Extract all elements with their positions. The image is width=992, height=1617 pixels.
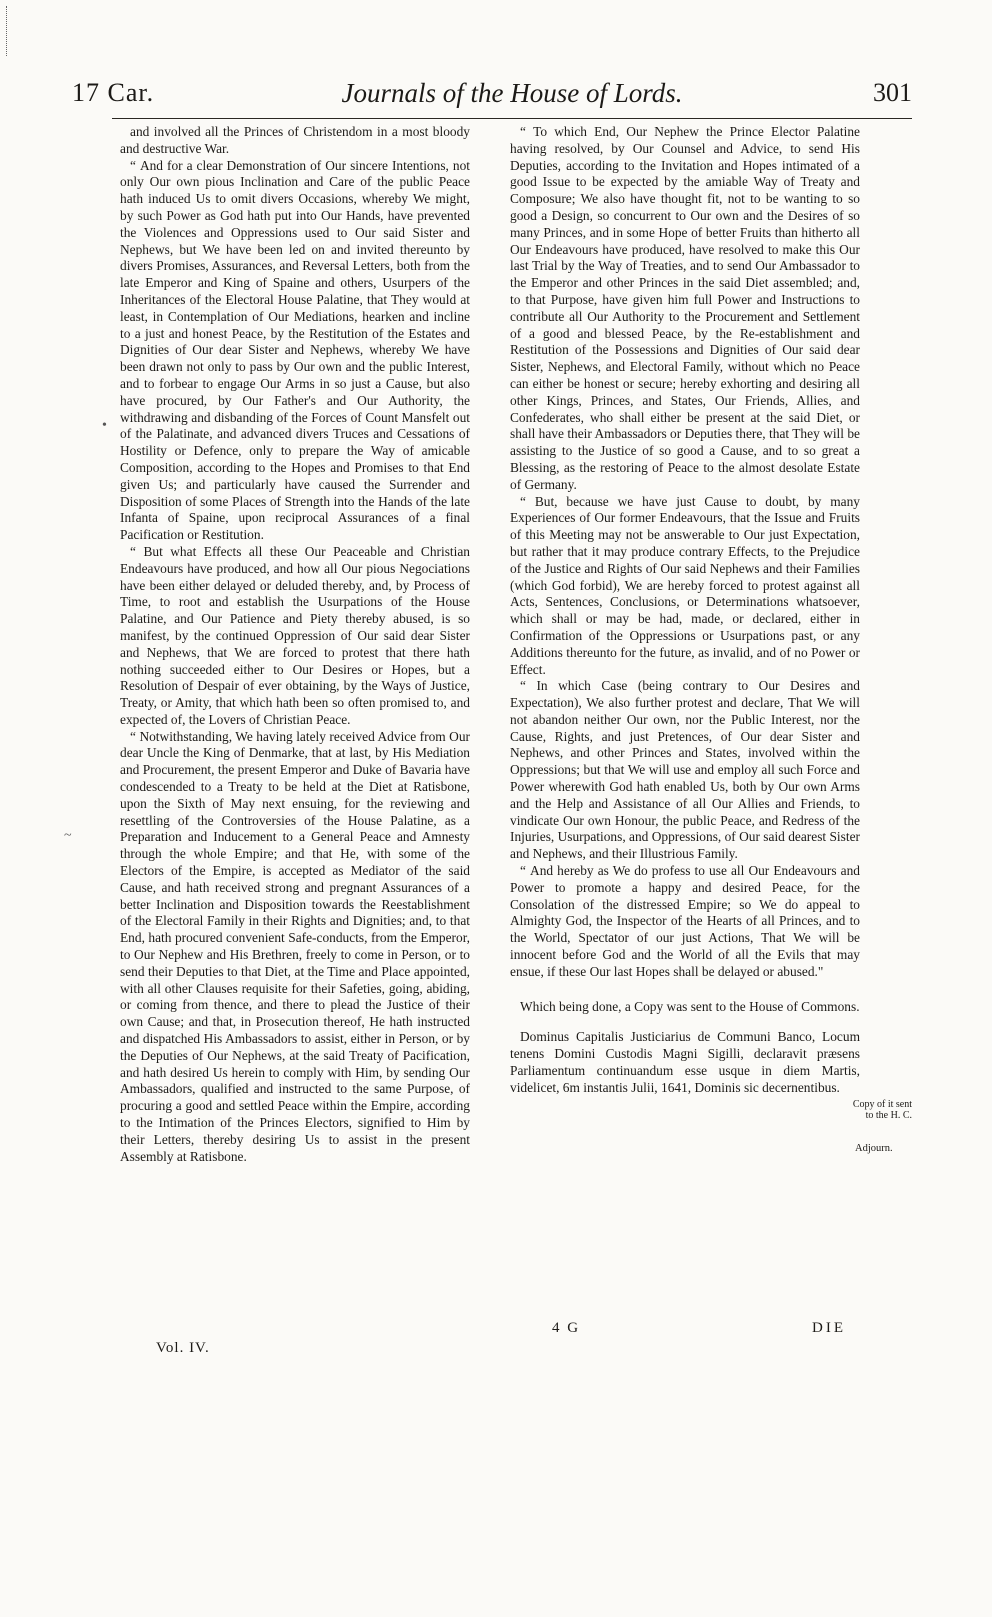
adjournment-entry: Dominus Capitalis Justiciarius de Communi Banco, Locum tenens Domini Custodis Magni Sigilli, declaravit præsens Parliamentum continuandum esse usque in diem Martis, videlicet, 6m instantis Julii, 1641, Dominis sic decernentibus. [510, 1029, 860, 1095]
margin-scribble: ~ [64, 828, 72, 843]
header-rule [112, 118, 912, 119]
left-paragraph: “ And for a clear Demonstration of Our sincere Intentions, not only Our own pious Inclination and Care of the public Peace hath induced Us to omit divers Occasions, whereby We might, by such Power as God hath put into Our Hands, have prevented the Violences and Oppressions used to Our said Sister and Nephews, but We have been led on and invited thereunto by divers Promises, Assurances, and Reversal Letters, both from the late Emperor and King of Spaine and others, Usurpers of the Inheritances of the Electoral House Palatine, that They would at least, in Contemplation of Our Mediations, hearken and incline to a just and honest Peace, by the Restitution of the Estates and Dignities of Our dear Sister and Nephews, whereby We have been drawn not only to pass by Our own and the public Interest, and to forbear to engage Our Arms in so just a Cause, but also have procured, by Our Father's and Our Authority, the withdrawing and disbanding of the Forces of Count Mansfelt out of the Palatinate, and advanced divers Truces and Cessations of Hostility or Defence, only to prepare the Way of amicable Composition, according to the Hopes and Promises to that End given Us; and particularly have caused the Surrender and Disposition of some Places of Strength into the Hands of the late Infanta of Spaine, upon reciprocal Assurances of a final Pacification or Restitution. [120, 158, 470, 544]
running-header [72, 78, 912, 118]
journal-title: Journals of the House of Lords. [341, 78, 683, 108]
page-number: 301 [873, 78, 912, 107]
volume-label: Vol. IV. [156, 1340, 210, 1356]
left-column [120, 124, 470, 1165]
right-paragraph: “ In which Case (being contrary to Our Desires and Expectation), We also further protest and declare, That We will not abandon neither Our own, nor the Public Interest, nor the Cause, Rights, and just Pretences, of Our dear Sister and Nephews, and other Princes and States, involved within the Oppressions; but that We will use and employ all such Force and Power wherewith God hath enabled Us, both by Our own Arms and the Help and Assistance of all Our Allies and Friends, to vindicate Our own Honour, the public Peace, and Redress of the Injuries, Usurpations, and Oppressions, of Our said dearest Sister and Nephews, and their Illustrious Family. [510, 678, 860, 863]
left-paragraph: “ Notwithstanding, We having lately received Advice from Our dear Uncle the King of Denmarke, that at last, by His Mediation and Procurement, the present Emperor and Duke of Bavaria have condescended to a Treaty to be held at the Diet at Ratisbone, upon the Sixth of May next ensuing, for the reviewing and resettling of the Controversies of the House Palatine, as a Preparation and Inducement to a General Peace and Amnesty through the whole Empire; and that He, with some of the Electors of the Empire, is accepted as Mediator of the said Cause, and hath received strong and pregnant Assurances of a better Inclination and Disposition towards the Reestablishment of the Electoral Family in their Rights and Dignities; and, to that End, hath procured convenient Safe-conducts, from the Emperor, to Our Nephew and His Brethren, freely to come in Person, or to send their Deputies to that Diet, at the Time and Place appointed, with all other Clauses requisite for their Safeties, going, abiding, or coming from thence, and there to plead the Justice of their own Cause; and that, in Prosecution thereof, He hath instructed and dispatched His Ambassadors to assist, either in Person, or by the Deputies of Our Nephews, at the said Treaty of Pacification, and hath desired Us herein to comply with Him, by sending Our Ambassadors, qualified and instructed to the same Purpose, of procuring a good and settled Peace within the Empire, according to the Intimation of the Princes Electors, signified to Him by their Letters, thereby desiring Us to assist in the present Assembly at Ratisbone. [120, 729, 470, 1166]
right-paragraph: “ And hereby as We do profess to use all Our Endeavours and Power to promote a happy and desired Peace, for the Consolation of the distressed Empire; so We do appeal to Almighty God, the Inspector of the Hearts of all Princes, and to the World, Spectator of our just Actions, That We will be innocent before God and the World of all the Evils that may ensue, if these Our last Hopes shall be delayed or abused." [510, 863, 860, 981]
margin-note-adjourn: Adjourn. [855, 1143, 893, 1154]
right-paragraph: “ But, because we have just Cause to doubt, by many Experiences of Our former Endeavours, that the Issue and Fruits of this Meeting may not be answerable to Our just Expectation, but rather that it may produce contrary Effects, to the Prejudice of the Justice and Rights of Our said Nephews and their Families (which God forbid), We are hereby forced to protest against all Acts, Sentences, Conclusions, or Determinations whatsoever, which shall or may be had, made, or declared, either in Confirmation of the Oppressions or Usurpations past, or any Additions thereunto for the future, as invalid, and of no Power or Effect. [510, 494, 860, 679]
page-edge-mark [6, 6, 17, 56]
left-paragraph: and involved all the Princes of Christendom in a most bloody and destructive War. [120, 124, 470, 156]
signature-mark: 4 G [552, 1320, 581, 1336]
catchword: DIE [812, 1320, 846, 1336]
right-paragraph: “ To which End, Our Nephew the Prince Elector Palatine having resolved, by Our Counsel and Advice, to send His Deputies, according to the Invitation and Hopes intimated of a good Issue to be expected by the amiable Way of Treaty and Composure; We also have thought fit, not to be wanting to so good a Design, so concurrent to Our own and the Desires of so many Princes, and in some Hope of better Fruits than hitherto all Our Endeavours have produced, have resolved to make this Our last Trial by the Way of Treaties, and to send Our Ambassador to the Emperor and other Princes in the said Diet assembled; and, to that Purpose, have given him full Power and Instructions to contribute all Our Authority to the Procurement and Settlement of a good and blessed Peace, by the Re-establishment and Restitution of the Possessions and Dignities of Our said dear Sister, Nephews, and Electoral Family, without which no Peace can either be honest or secure; hereby exhorting and desiring all other Kings, Princes, and States, Our Friends, Allies, and Confederates, who shall either be present at the said Diet, or shall have their Ambassadors or Deputies there, that They will be assisting to the Justice of so good a Cause, and to so great a Blessing, as the restoring of Peace to the almost desolate Estate of Germany. [510, 124, 860, 494]
margin-dot: • [102, 418, 107, 433]
copy-sent-entry: Which being done, a Copy was sent to the House of Commons. [520, 998, 860, 1014]
right-column [510, 124, 860, 1097]
margin-note-copy: Copy of it sent to the H. C. [852, 1099, 912, 1121]
left-paragraph: “ But what Effects all these Our Peaceable and Christian Endeavours have produced, and how all Our pious Negociations have been either delayed or deluded thereby, and, by Process of Time, to root and establish the Usurpations of the House Palatine, and Our Patience and Piety thereby abused, is so manifest, by the continued Oppression of Our said dear Sister and Nephews, that We are forced to protest that there hath nothing succeeded either to Our Desires or Hopes, but a Resolution of Despair of ever obtaining, by the Ways of Justice, Treaty, or Amity, that which hath been so often promised to, and expected of, the Lovers of Christian Peace. [120, 544, 470, 729]
regnal-year: 17 Car. [72, 78, 155, 107]
